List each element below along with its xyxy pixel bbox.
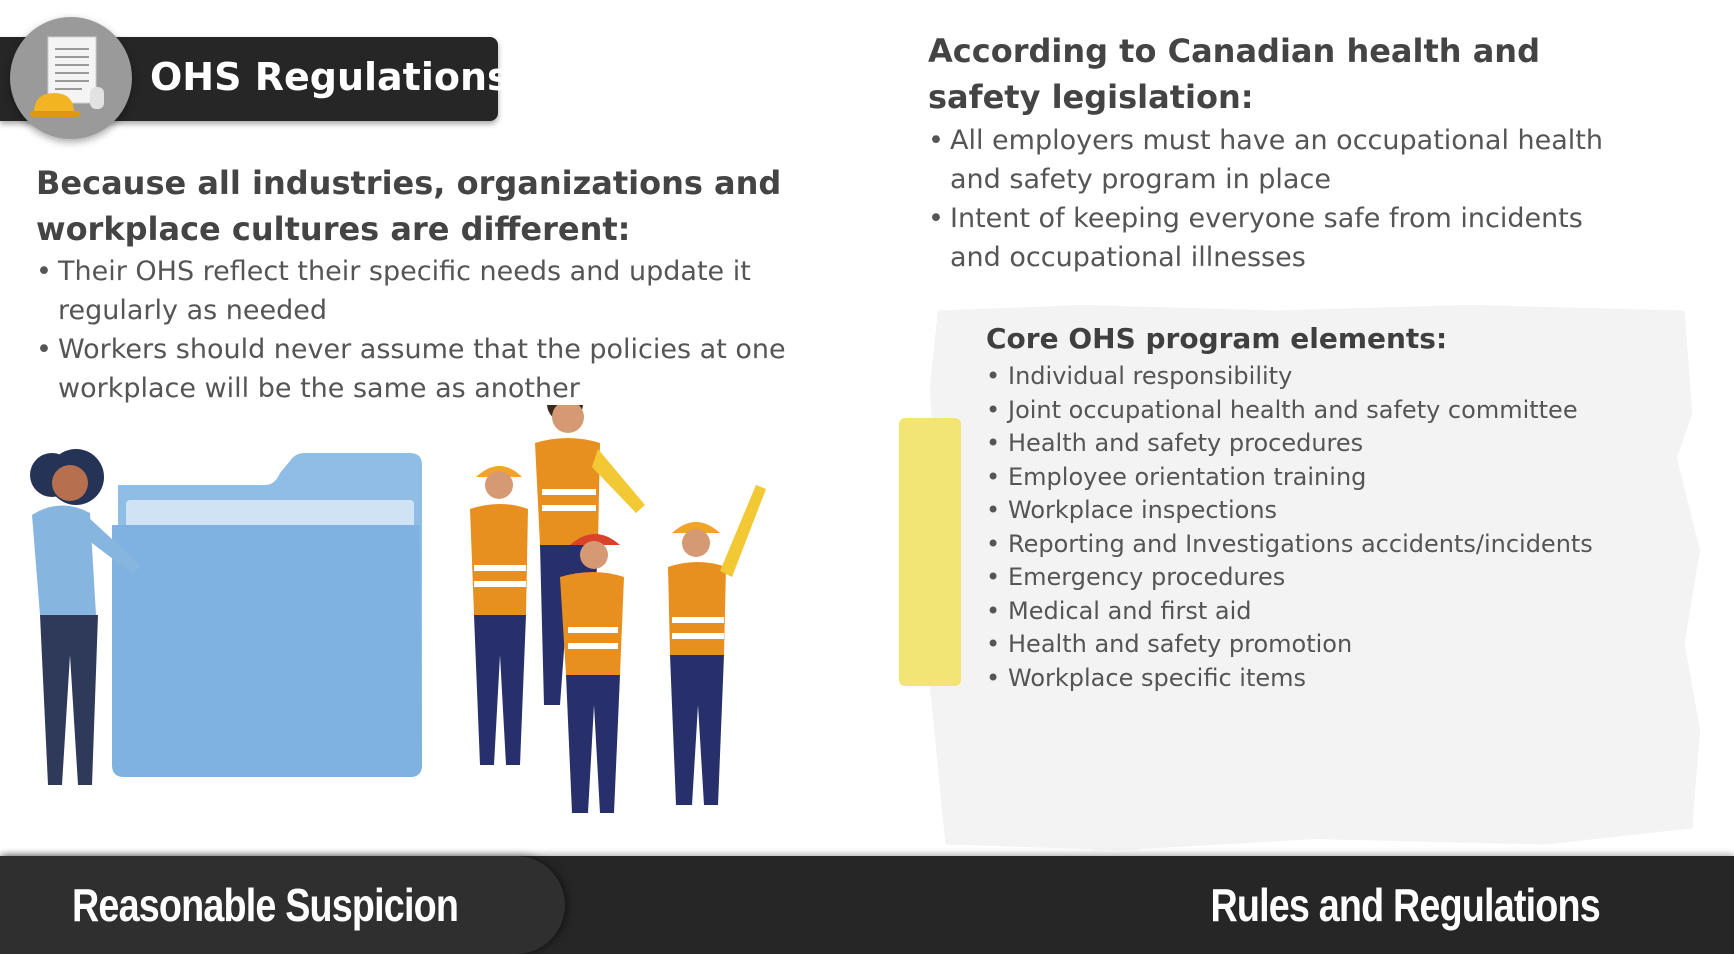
worker-figure — [470, 466, 528, 765]
list-item: • Joint occupational health and safety committee — [986, 394, 1686, 428]
document-hardhat-icon — [10, 17, 132, 139]
worker-figure — [668, 485, 766, 805]
list-item: • All employers must have an occupational health and safety program in place — [928, 121, 1628, 199]
left-bullet-list — [36, 252, 796, 408]
prev-button[interactable]: Reasonable Suspicion — [72, 879, 459, 931]
right-bullet-list — [928, 121, 1628, 277]
list-item: • Health and safety promotion — [986, 628, 1686, 662]
card-title: Core OHS program elements: — [986, 322, 1448, 355]
workers-illustration — [0, 405, 800, 855]
worker-figure — [560, 534, 624, 813]
left-heading: Because all industries, organizations and workplace cultures are different: — [36, 164, 782, 248]
list-item: • Individual responsibility — [986, 360, 1686, 394]
list-item: • Intent of keeping everyone safe from incidents and occupational illnesses — [928, 199, 1628, 277]
prev-tab[interactable] — [0, 856, 565, 954]
list-item: • Workplace inspections — [986, 494, 1686, 528]
right-heading: According to Canadian health and safety legislation: — [928, 32, 1540, 116]
list-item: • Health and safety procedures — [986, 427, 1686, 461]
folder-icon — [112, 453, 422, 777]
page-title: OHS Regulations — [150, 55, 510, 99]
card-list — [986, 360, 1686, 695]
list-item: • Medical and first aid — [986, 595, 1686, 629]
list-item: • Reporting and Investigations accidents/incidents — [986, 528, 1686, 562]
list-item: • Their OHS reflect their specific needs and update it regularly as needed — [36, 252, 796, 330]
bottom-nav-bar — [0, 856, 1734, 954]
tape-decoration — [899, 418, 961, 686]
list-item: • Workers should never assume that the policies at one workplace will be the same as another — [36, 330, 796, 408]
list-item: • Emergency procedures — [986, 561, 1686, 595]
next-button[interactable]: Rules and Regulations — [1210, 879, 1600, 931]
list-item: • Workplace specific items — [986, 662, 1686, 696]
list-item: • Employee orientation training — [986, 461, 1686, 495]
